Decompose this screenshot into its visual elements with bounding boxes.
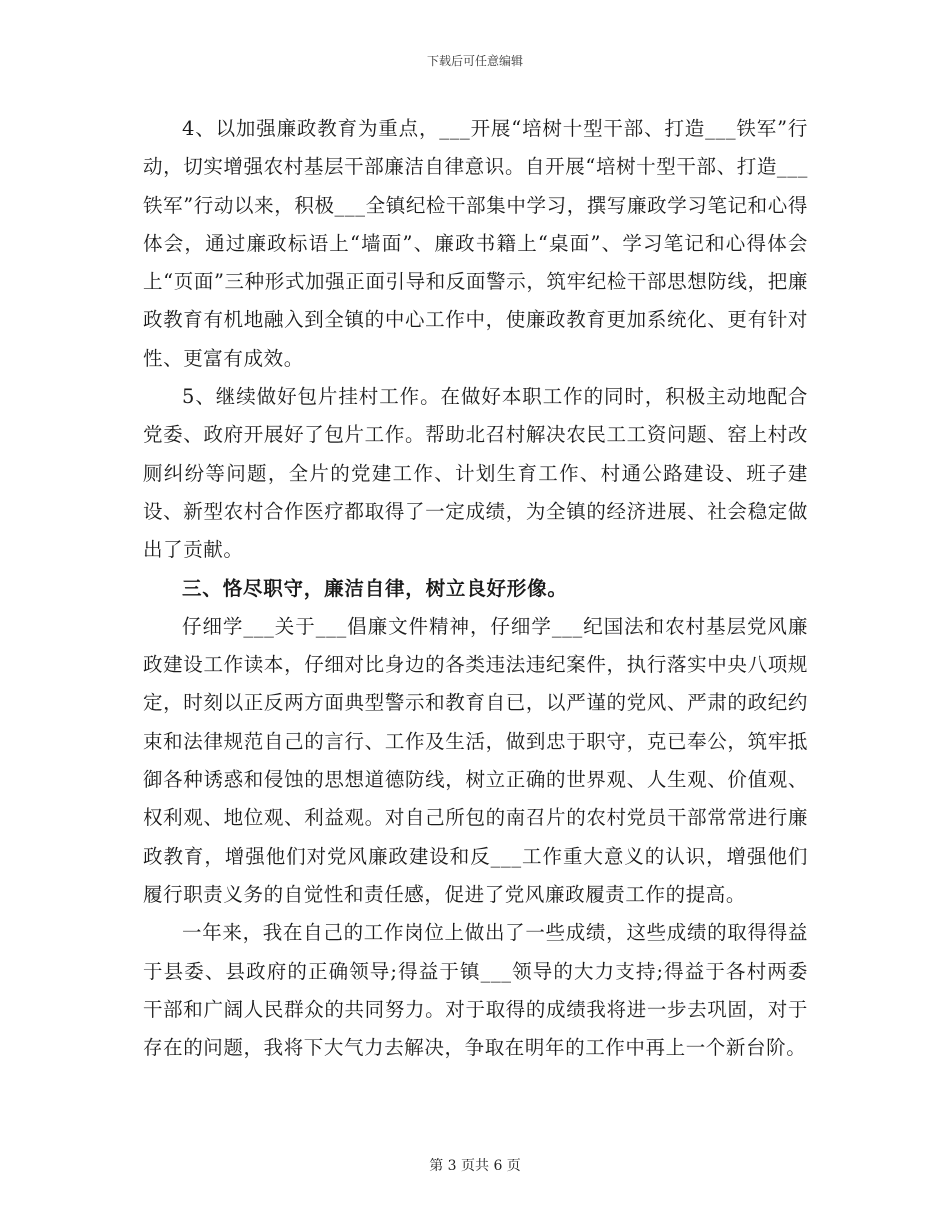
document-body xyxy=(143,110,808,1067)
paragraph-summary: 一年来，我在自己的工作岗位上做出了一些成绩，这些成绩的取得得益于县委、县政府的正确领导;得益于镇___领导的大力支持;得益于各村两委干部和广阔人民群众的共同努力。对于取得的成绩我将进一步去巩固，对于存在的问题，我将下大气力去解决，争取在明年的工作中再上一个新台阶。 xyxy=(143,921,808,1060)
paragraph-item-4: 4、以加强廉政教育为重点，___开展“培树十型干部、打造___铁军”行动，切实增强农村基层干部廉洁自律意识。自开展“培树十型干部、打造___铁军”行动以来，积极___全镇纪检干部集中学习，撰写廉政学习笔记和心得体会，通过廉政标语上“墙面”、廉政书籍上“桌面”、学习笔记和心得体会上“页面”三种形式加强正面引导和反面警示，筑牢纪检干部思想防线，把廉政教育有机地融入到全镇的中心工作中，使廉政教育更加系统化、更有针对性、更富有成效。 xyxy=(143,117,808,370)
page-header: 下载后可任意编辑 xyxy=(426,54,523,68)
page-number: 第 3 页共 6 页 xyxy=(429,1158,521,1174)
paragraph-item-5: 5、继续做好包片挂村工作。在做好本职工作的同时，积极主动地配合党委、政府开展好了包片工作。帮助北召村解决农民工工资问题、窑上村改厕纠纷等问题，全片的党建工作、计划生育工作、村通公路建设、班子建设、新型农村合作医疗都取得了一定成绩，为全镇的经济进展、社会稳定做出了贡献。 xyxy=(143,385,808,562)
section-heading-3: 三、恪尽职守，廉洁自律，树立良好形像。 xyxy=(182,576,568,600)
paragraph-study-discipline: 仔细学___关于___倡廉文件精神，仔细学___纪国法和农村基层党风廉政建设工作读本，仔细对比身边的各类违法违纪案件，执行落实中央八项规定，时刻以正反两方面典型警示和教育自已，以严谨的党风、严肃的政纪约束和法律规范自己的言行、工作及生活，做到忠于职守，克已奉公，筑牢抵御各种诱惑和侵蚀的思想道德防线，树立正确的世界观、人生观、价值观、权利观、地位观、利益观。对自己所包的南召片的农村党员干部常常进行廉政教育，增强他们对党风廉政建设和反___工作重大意义的认识，增强他们履行职责义务的自觉性和责任感，促进了党风廉政履责工作的提高。 xyxy=(143,614,808,906)
